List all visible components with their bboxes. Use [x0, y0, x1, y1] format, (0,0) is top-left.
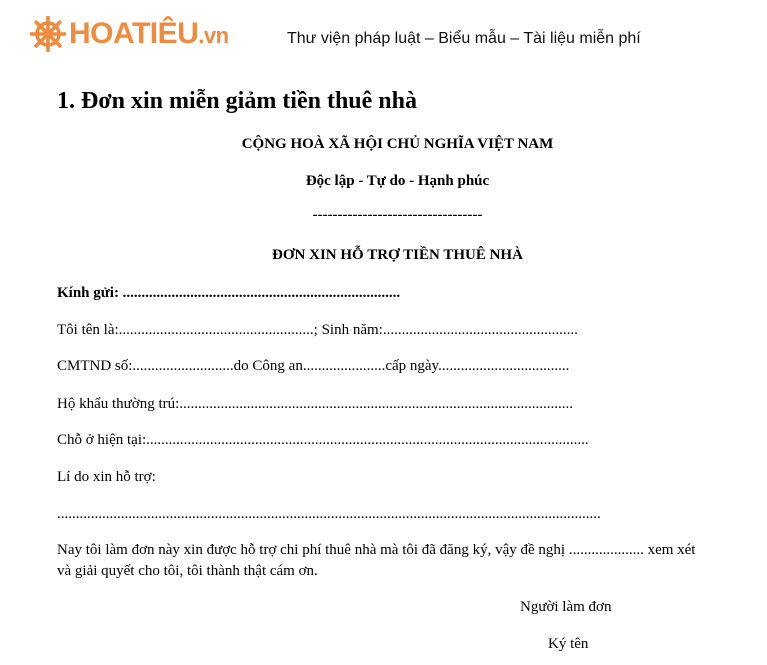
residence-line: Chỗ ở hiện tại:......................................................................................................................: [57, 432, 589, 448]
section-title: 1. Đơn xin miễn giảm tiền thuê nhà: [57, 88, 417, 114]
request-line-2: và giải quyết cho tôi, tôi thành thật cám ơn.: [57, 563, 318, 579]
sign-label: Ký tên: [548, 636, 589, 652]
applicant-label: Người làm đơn: [520, 599, 612, 615]
household-line: Hộ khẩu thường trú:.........................................................................................................: [57, 396, 574, 412]
reason-label: Lí do xin hỗ trợ:: [57, 469, 156, 485]
id-line: CMTND số:...........................do Công an......................cấp ngày...................................: [57, 358, 570, 374]
nation-heading: CỘNG HOÀ XÃ HỘI CHỦ NGHĨA VIỆT NAM: [241, 136, 554, 152]
motto: Độc lập - Tự do - Hạnh phúc: [305, 173, 490, 189]
recipient-line: Kính gửi: ..........................................................................: [57, 285, 401, 301]
logo-text: HOATIÊU.vn: [69, 17, 229, 50]
form-title: ĐƠN XIN HỖ TRỢ TIỀN THUÊ NHÀ: [272, 247, 523, 263]
tagline: Thư viện pháp luật – Biểu mẫu – Tài liệu miễn phí: [287, 30, 641, 47]
name-line: Tôi tên là:....................................................; Sinh năm:....................................................: [57, 322, 578, 338]
ship-wheel-icon: [30, 14, 66, 54]
request-line-1: Nay tôi làm đơn này xin được hỗ trợ chi phí thuê nhà mà tôi đã đăng ký, vậy đề nghị .................... xem xét: [57, 542, 696, 558]
hoatieu-logo[interactable]: [30, 14, 229, 54]
separator: ----------------------------------: [312, 207, 483, 223]
reason-dots: .................................................................................................................................................: [57, 506, 601, 522]
